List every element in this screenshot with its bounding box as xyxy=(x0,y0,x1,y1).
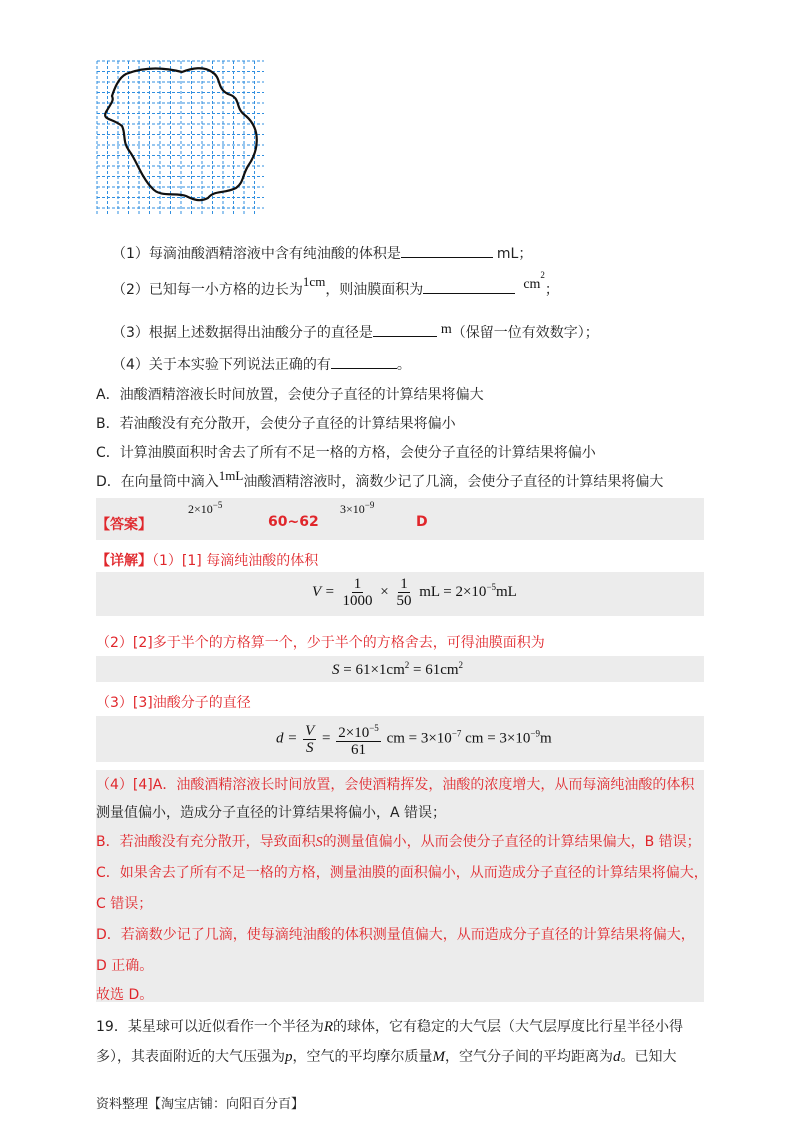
formula-area: $S = 61\times 1cm^2 = 61cm^2$ xyxy=(332,660,464,678)
answer-label: 【答案】 xyxy=(96,517,152,533)
question-3: （3）根据上述数据得出油酸分子的直径是 m（保留一位有效数字）； xyxy=(112,322,599,341)
detail-final: 故选 D。 xyxy=(96,987,154,1003)
detail-step-d2: D 正确。 xyxy=(96,958,154,974)
question-1: （1）每滴油酸酒精溶液中含有纯油酸的体积是 mL； xyxy=(112,243,532,263)
detail-step-c2: C 错误； xyxy=(96,896,153,912)
question-2: （2）已知每一小方格的边长为1cm，则油膜面积为 $cm^2$； xyxy=(112,270,559,298)
option-c: C．计算油膜面积时舍去了所有不足一格的方格，会使分子直径的计算结果将偏小 xyxy=(96,445,596,461)
oil-film-grid-figure xyxy=(96,60,264,214)
answer-4: D xyxy=(416,514,428,530)
detail-step-4b: 测量值偏小，造成分子直径的计算结果将偏小，A 错误； xyxy=(96,805,447,821)
answer-blank-4[interactable] xyxy=(331,354,397,369)
answer-blank-1[interactable] xyxy=(401,243,493,258)
answer-2: 60~62 xyxy=(268,514,319,530)
question-19-line-1: 19．某星球可以近似看作一个半径为R的球体，它有稳定的大气层（大气层厚度比行星半径小得 xyxy=(96,1019,683,1035)
formula-diameter: d = $\frac{V}{S}$ = $\frac{2\times 10^{-5}}{61}$ cm = $3\times 10^{-7}$ cm = $3\times 10^{-9}m$ xyxy=(276,720,552,758)
answer-3: $3\times 10^{-9}$ xyxy=(340,500,375,516)
option-a: A．油酸酒精溶液长时间放置，会使分子直径的计算结果将偏大 xyxy=(96,387,484,403)
answer-1: $2\times 10^{-5}$ xyxy=(188,500,223,516)
square-grid xyxy=(97,61,264,214)
detail-step-4a: （4）[4]A．油酸酒精溶液长时间放置，会使酒精挥发，油酸的浓度增大，从而每滴纯油酸的体积 xyxy=(96,777,695,793)
formula-volume: V = $\frac{1}{1000}$ × $\frac{1}{50}$ mL = $2\times 10^{-5}mL$ xyxy=(312,576,517,609)
detail-step-2: （2）[2]多于半个的方格算一个，少于半个的方格舍去，可得油膜面积为 xyxy=(96,635,545,651)
detail-step-1: 【详解】（1）[1] 每滴纯油酸的体积 xyxy=(96,553,319,569)
option-b: B．若油酸没有充分散开，会使分子直径的计算结果将偏小 xyxy=(96,416,456,432)
detail-step-d1: D．若滴数少记了几滴，使每滴纯油酸的体积测量值偏大，从而造成分子直径的计算结果将偏大， xyxy=(96,927,695,943)
detail-step-b: B．若油酸没有充分散开，导致面积S的测量值偏小，从而会使分子直径的计算结果偏大，B 错误； xyxy=(96,834,701,850)
detail-step-c1: C．如果舍去了所有不足一格的方格，测量油膜的面积偏小，从而造成分子直径的计算结果将偏大， xyxy=(96,865,708,881)
detail-step-3: （3）[3]油酸分子的直径 xyxy=(96,695,251,711)
page-footer: 资料整理【淘宝店铺：向阳百分百】 xyxy=(96,1097,305,1112)
answer-blank-3[interactable] xyxy=(373,322,437,337)
answer-blank-2[interactable] xyxy=(423,279,515,294)
option-d: D．在向量筒中滴入1mL油酸酒精溶液时，滴数少记了几滴，会使分子直径的计算结果将偏大 xyxy=(96,468,664,490)
question-4: （4）关于本实验下列说法正确的有 。 xyxy=(112,354,411,374)
question-19-line-2: 多），其表面附近的大气压强为p，空气的平均摩尔质量M，空气分子间的平均距离为d。已知大 xyxy=(96,1049,677,1065)
